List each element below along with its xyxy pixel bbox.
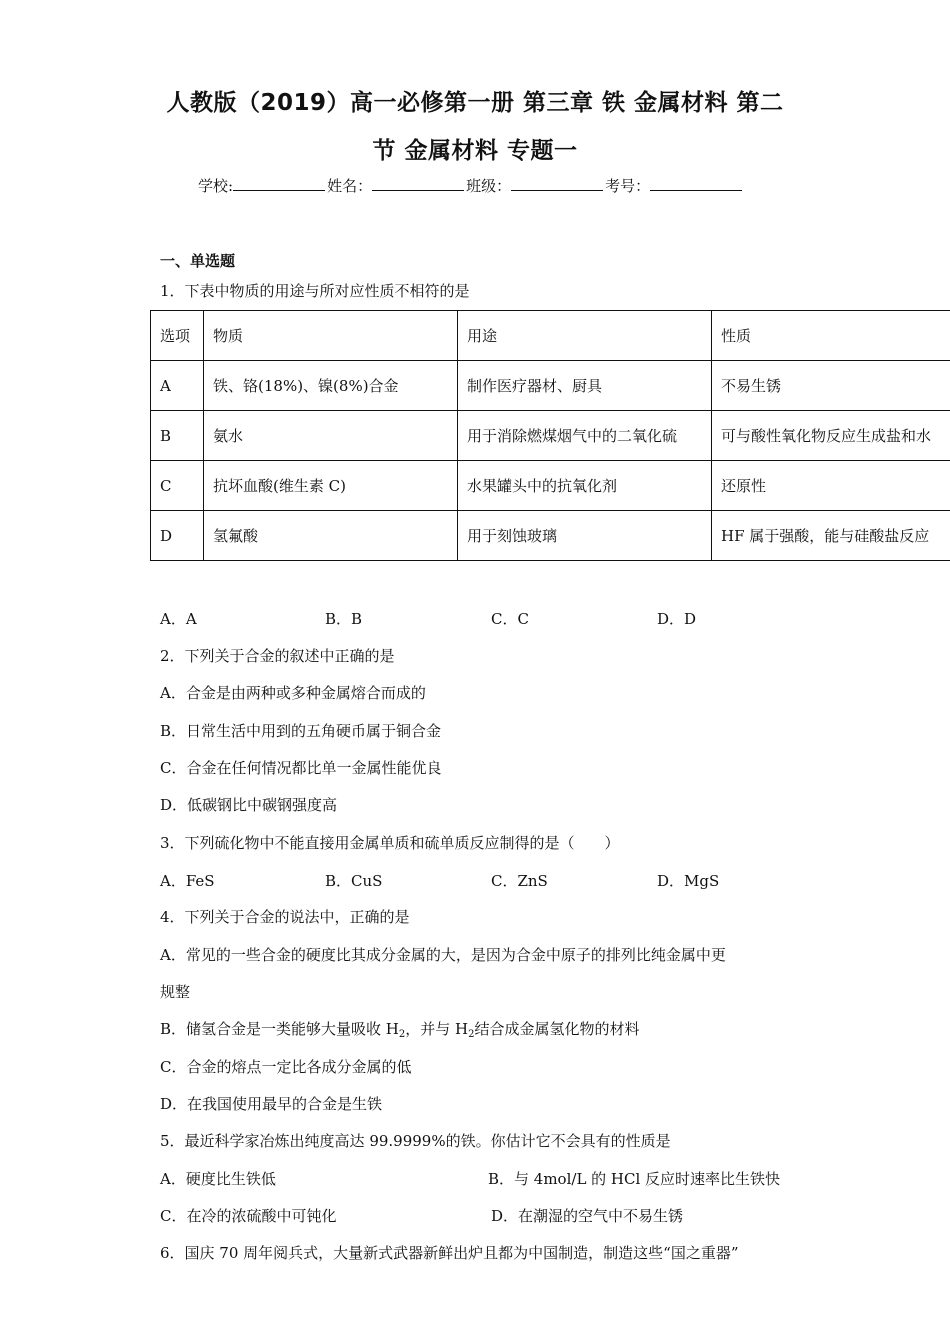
q3-stem: 3．下列硫化物中不能直接用金属单质和硫单质反应制得的是（ ）	[160, 834, 620, 852]
q3-option-c[interactable]: C．ZnS	[491, 872, 548, 890]
table-cell: D	[151, 511, 204, 561]
q1-stem: 1．下表中物质的用途与所对应性质不相符的是	[160, 282, 470, 300]
q3-option-a[interactable]: A．FeS	[160, 872, 215, 890]
document-title-line2: 节 金属材料 专题一	[372, 138, 578, 164]
q4-option-a-line1[interactable]: A．常见的一些合金的硬度比其成分金属的大，是因为合金中原子的排列比纯金属中更	[160, 946, 726, 964]
q4-option-b-text3: 结合成金属氢化物的材料	[474, 1020, 640, 1038]
q2-option-d[interactable]: D．低碳钢比中碳钢强度高	[160, 796, 338, 814]
q3-option-b[interactable]: B．CuS	[325, 872, 383, 890]
q3-option-d[interactable]: D．MgS	[657, 872, 720, 890]
subscript-2: 2	[398, 1029, 406, 1040]
name-label: 姓名：	[327, 177, 373, 195]
table-row	[151, 411, 950, 461]
table-cell: HF 属于强酸，能与硅酸盐反应	[712, 511, 950, 561]
q4-option-b[interactable]	[160, 1019, 640, 1039]
q2-option-b[interactable]: B．日常生活中用到的五角硬币属于铜合金	[160, 722, 442, 740]
table-header-cell: 用途	[458, 311, 712, 361]
exam-no-blank[interactable]	[650, 176, 742, 191]
q4-option-a-line2[interactable]: 规整	[160, 983, 191, 1001]
q1-option-a[interactable]: A．A	[160, 610, 197, 628]
q5-stem: 5．最近科学家冶炼出纯度高达 99.9999%的铁。你估计它不会具有的性质是	[160, 1132, 671, 1150]
table-cell: 氨水	[204, 411, 458, 461]
q6-stem: 6．国庆 70 周年阅兵式，大量新式武器新鲜出炉且都为中国制造，制造这些“国之重器”	[160, 1244, 739, 1262]
table-header-row	[151, 311, 950, 361]
q4-option-b-text2: ，并与 H	[405, 1020, 469, 1038]
q5-option-b[interactable]: B．与 4mol/L 的 HCl 反应时速率比生铁快	[488, 1170, 781, 1188]
table-cell: 用于刻蚀玻璃	[458, 511, 712, 561]
table-cell: 用于消除燃煤烟气中的二氧化硫	[458, 411, 712, 461]
table-cell: 铁、铬(18%)、镍(8%)合金	[204, 361, 458, 411]
q1-option-d[interactable]: D．D	[657, 610, 697, 628]
table-cell: 还原性	[712, 461, 950, 511]
q1-option-c[interactable]: C．C	[491, 610, 529, 628]
table-cell: B	[151, 411, 204, 461]
table-cell: 可与酸性氧化物反应生成盐和水	[712, 411, 950, 461]
table-header-cell: 性质	[712, 311, 950, 361]
q4-option-c[interactable]: C．合金的熔点一定比各成分金属的低	[160, 1058, 412, 1076]
table-row	[151, 461, 950, 511]
table-cell: 不易生锈	[712, 361, 950, 411]
section-heading: 一、单选题	[160, 252, 236, 270]
name-blank[interactable]	[372, 176, 464, 191]
class-blank[interactable]	[511, 176, 603, 191]
q2-option-c[interactable]: C．合金在任何情况都比单一金属性能优良	[160, 759, 442, 777]
student-info-row	[198, 175, 744, 196]
table-row	[151, 361, 950, 411]
q5-option-a[interactable]: A．硬度比生铁低	[160, 1170, 276, 1188]
exam-no-label: 考号：	[605, 177, 651, 195]
class-label: 班级：	[466, 177, 512, 195]
q5-option-c[interactable]: C．在冷的浓硫酸中可钝化	[160, 1207, 337, 1225]
q2-stem: 2．下列关于合金的叙述中正确的是	[160, 647, 395, 665]
table-cell: 氢氟酸	[204, 511, 458, 561]
q1-option-b[interactable]: B．B	[325, 610, 363, 628]
table-cell: C	[151, 461, 204, 511]
q4-option-d[interactable]: D．在我国使用最早的合金是生铁	[160, 1095, 383, 1113]
q5-option-d[interactable]: D．在潮湿的空气中不易生锈	[491, 1207, 684, 1225]
school-label: 学校:	[198, 177, 234, 195]
table-cell: 水果罐头中的抗氧化剂	[458, 461, 712, 511]
table-header-cell: 选项	[151, 311, 204, 361]
q4-option-b-text1: B．储氢合金是一类能够大量吸收 H	[160, 1020, 399, 1038]
table-cell: 抗坏血酸(维生素 C)	[204, 461, 458, 511]
q4-stem: 4．下列关于合金的说法中，正确的是	[160, 908, 410, 926]
subscript-2: 2	[468, 1029, 475, 1040]
q1-table	[150, 310, 950, 561]
document-title-line1: 人教版（2019）高一必修第一册 第三章 铁 金属材料 第二	[166, 90, 784, 116]
q2-option-a[interactable]: A．合金是由两种或多种金属熔合而成的	[160, 684, 426, 702]
school-blank[interactable]	[233, 176, 325, 191]
table-cell: 制作医疗器材、厨具	[458, 361, 712, 411]
table-row	[151, 511, 950, 561]
table-cell: A	[151, 361, 204, 411]
table-header-cell: 物质	[204, 311, 458, 361]
